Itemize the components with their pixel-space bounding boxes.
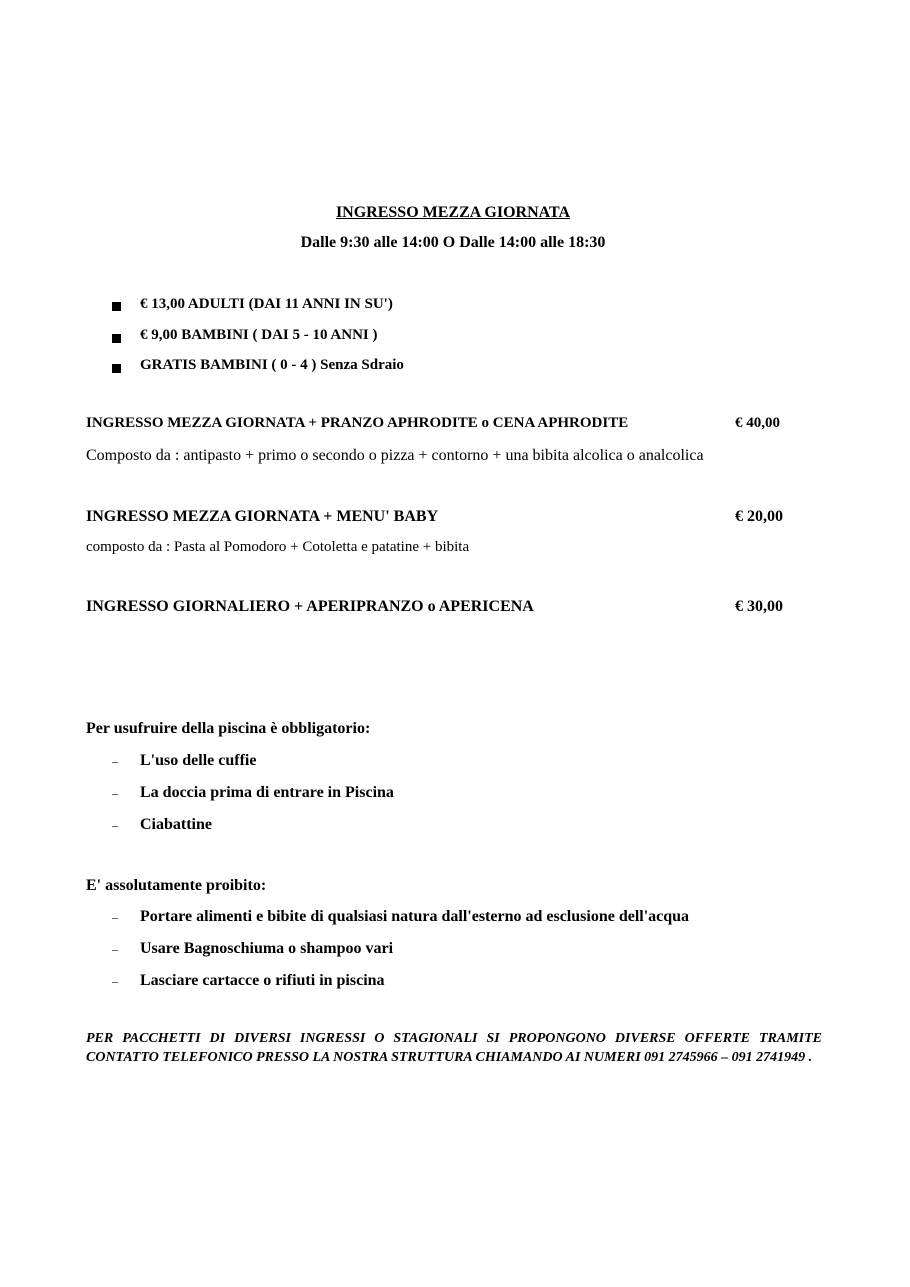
offer-description: Composto da : antipasto + primo o secondo o pizza + contorno + una bibita alcolica o analcolica (86, 447, 704, 464)
dash-bullet-icon: – (112, 818, 118, 832)
offer-price: € 40,00 (735, 415, 780, 431)
dash-bullet-icon: – (112, 786, 118, 800)
bullet-square-icon (112, 334, 121, 343)
prohibited-item: Lasciare cartacce o rifiuti in piscina (140, 972, 385, 989)
page-title: INGRESSO MEZZA GIORNATA (335, 204, 571, 221)
bullet-square-icon (112, 302, 121, 311)
dash-bullet-icon: – (112, 754, 118, 768)
rule-item: Ciabattine (140, 816, 212, 833)
opening-hours: Dalle 9:30 alle 14:00 O Dalle 14:00 alle 18:30 (300, 234, 606, 251)
rule-item: L'uso delle cuffie (140, 752, 257, 769)
price-item-adults: € 13,00 ADULTI (DAI 11 ANNI IN SU') (140, 296, 393, 312)
prohibited-heading: E' assolutamente proibito: (86, 877, 267, 894)
dash-bullet-icon: – (112, 974, 118, 988)
offer-description: composto da : Pasta al Pomodoro + Cotoletta e patatine + bibita (86, 539, 470, 555)
price-item-free: GRATIS BAMBINI ( 0 - 4 ) Senza Sdraio (140, 357, 404, 373)
price-item-children: € 9,00 BAMBINI ( DAI 5 - 10 ANNI ) (140, 327, 378, 343)
offer-name: INGRESSO GIORNALIERO + APERIPRANZO o APERICENA (86, 598, 534, 615)
dash-bullet-icon: – (112, 942, 118, 956)
pool-rules-heading: Per usufruire della piscina è obbligatorio: (86, 720, 371, 737)
offer-name: INGRESSO MEZZA GIORNATA + MENU' BABY (86, 508, 439, 525)
prohibited-item: Portare alimenti e bibite di qualsiasi natura dall'esterno ad esclusione dell'acqua (140, 908, 690, 925)
offer-price: € 30,00 (735, 598, 783, 615)
offer-price: € 20,00 (735, 508, 783, 525)
contact-note: PER PACCHETTI DI DIVERSI INGRESSI O STAGIONALI SI PROPONGONO DIVERSE OFFERTE TRAMITE CONTATTO TELEFONICO PRESSO LA NOSTRA STRUTTURA CHIAMANDO AI NUMERI 091 2745966 – 091 2741949 . (86, 1031, 822, 1065)
bullet-square-icon (112, 364, 121, 373)
prohibited-item: Usare Bagnoschiuma o shampoo vari (140, 940, 394, 957)
dash-bullet-icon: – (112, 910, 118, 924)
rule-item: La doccia prima di entrare in Piscina (140, 784, 394, 801)
offer-name: INGRESSO MEZZA GIORNATA + PRANZO APHRODITE o CENA APHRODITE (86, 415, 629, 431)
